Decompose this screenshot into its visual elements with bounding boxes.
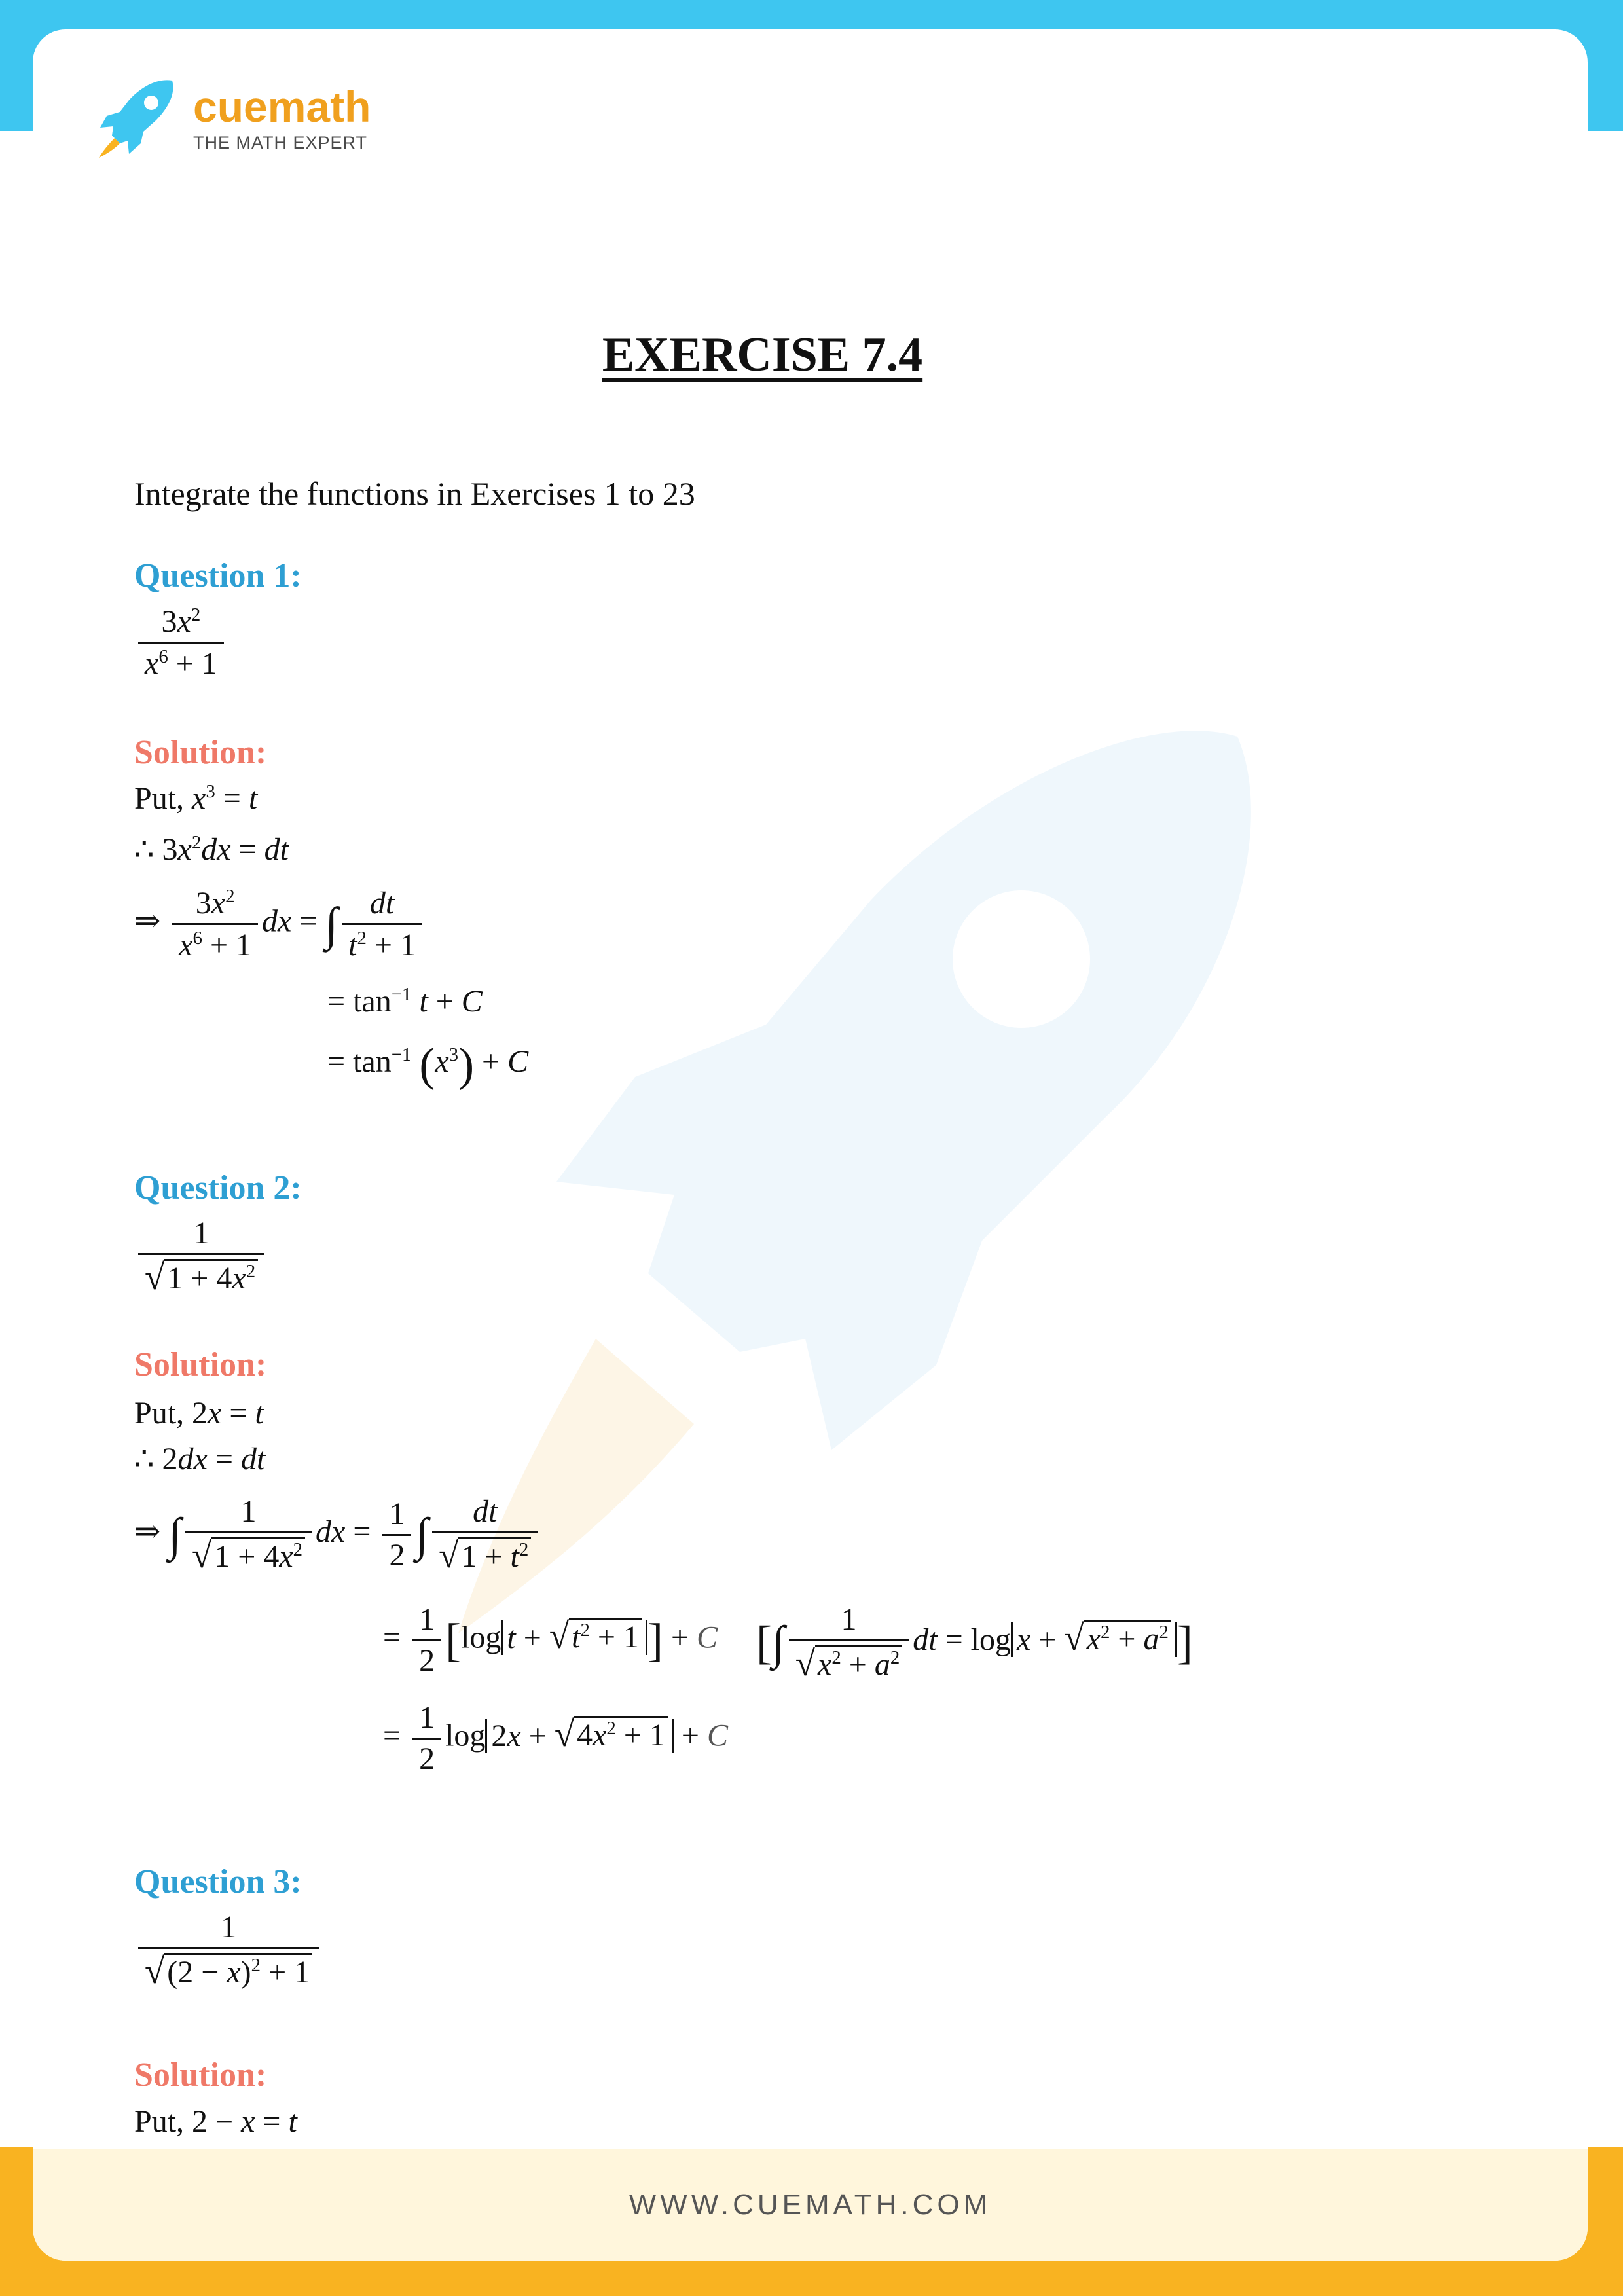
intro-text: Integrate the functions in Exercises 1 to 23 [134, 475, 695, 512]
question-3-expression: 1 √ $(2 - x)^2 + 1$ [134, 1912, 323, 1989]
question-3-heading: Question 3: [134, 1863, 302, 1901]
solution-1-step-diff: ∴ $3x^2dx$ = dt [134, 832, 289, 867]
solution-1-step-result-x: = $\tan^{-1} (x^3) + C$ [327, 1038, 529, 1091]
solution-2-step-result: = $\frac{1}{2}$ log 2x + √ $4x^2 + 1$ + C [383, 1700, 728, 1776]
page-title: EXERCISE 7.4 [602, 328, 923, 382]
question-1-expression: $\frac{3x^2}{x^6 + 1}$ [134, 606, 228, 680]
solution-2-step-integral: ⇒ ∫ 1 √ $1 + 4x^2$ dx = $\frac{1}{2}$ ∫ dt √ $1 + t^2$ [134, 1496, 541, 1573]
footer [33, 2149, 1588, 2261]
question-1-heading: Question 1: [134, 557, 302, 594]
solution-3-heading: Solution: [134, 2056, 267, 2094]
therefore-symbol: ∴ [134, 832, 155, 867]
put-text: Put, [134, 1396, 185, 1430]
log-text: log [461, 1620, 501, 1655]
page-card [33, 29, 1588, 2261]
solution-1-step-result-t: = $\tan^{-1} t + C$ [327, 984, 483, 1019]
logo-wordmark: cuemath [193, 82, 371, 131]
implies-symbol: ⇒ [134, 903, 161, 939]
put-text: Put, [134, 781, 185, 816]
solution-1-heading: Solution: [134, 734, 267, 771]
solution-1-step-integral: ⇒ $\frac{3x^2}{x^6 + 1}$ dx = ∫ $\frac{dt}{t^2 + 1}$ [134, 887, 426, 961]
question-2-expression: 1 √ $1 + 4x^2$ [134, 1218, 268, 1295]
logo-tagline: THE MATH EXPERT [193, 132, 368, 153]
footer-url[interactable]: WWW.CUEMATH.COM [629, 2189, 992, 2221]
solution-2-heading: Solution: [134, 1346, 267, 1383]
question-2-heading: Question 2: [134, 1169, 302, 1207]
solution-3-step-put: Put, 2 − x = t [134, 2104, 297, 2139]
solution-2-step-log: = $\frac{1}{2}$ [log t + √ $t^2 + 1$ ] + C [383, 1602, 718, 1678]
cuemath-logo[interactable] [95, 75, 371, 160]
solution-1-step-put: Put, $x^3 = t$ [134, 781, 258, 816]
rocket-logo-icon [95, 75, 180, 160]
solution-2-step-diff: ∴ 2dx = dt [134, 1442, 266, 1476]
standard-integral-formula: [∫ 1 √ $x^2 + a^2$ dt = log x + √ $x^2 + a^2$ ] [756, 1602, 1193, 1683]
solution-2-step-put: Put, 2x = t [134, 1396, 264, 1430]
put-text: Put, [134, 2104, 185, 2139]
